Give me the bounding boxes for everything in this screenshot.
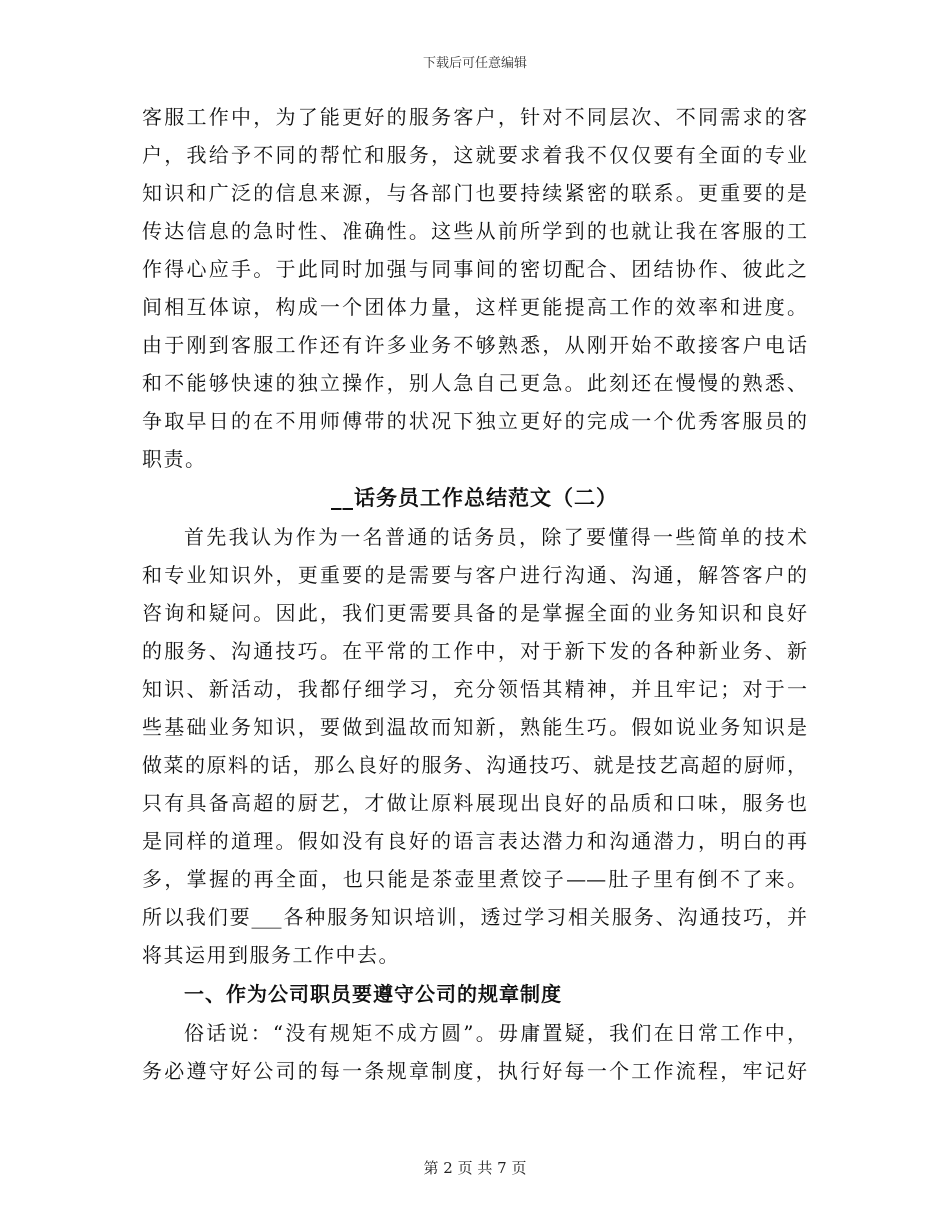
section-heading: __话务员工作总结范文（二） (331, 485, 618, 510)
text-line: 的服务、沟通技巧。在平常的工作中，对于新下发的各种新业务、新 (142, 639, 807, 663)
text-line: 和专业知识外，更重要的是需要与客户进行沟通、沟通，解答客户的 (142, 563, 807, 587)
text-line: 多，掌握的再全面，也只能是茶壶里煮饺子——肚子里有倒不了来。 (142, 867, 807, 891)
text-line: 所以我们要___各种服务知识培训，透过学习相关服务、沟通技巧，并 (142, 905, 807, 929)
text-line: 争取早日的在不用师傅带的状况下独立更好的完成一个优秀客服员的 (142, 409, 807, 433)
text-line: 务必遵守好公司的每一条规章制度，执行好每一个工作流程，牢记好 (142, 1059, 807, 1083)
text-line: 只有具备高超的厨艺，才做让原料展现出良好的品质和口味，服务也 (142, 791, 807, 815)
paragraph-operator-skills (142, 518, 807, 974)
subsection-heading: 一、作为公司职员要遵守公司的规章制度 (184, 982, 562, 1006)
text-line: 俗话说：“没有规矩不成方圆”。毋庸置疑，我们在日常工作中， (184, 1021, 807, 1045)
paragraph-customer-service (142, 98, 807, 478)
page-header-note: 下载后可任意编辑 (422, 56, 527, 71)
text-line: 首先我认为作为一名普通的话务员，除了要懂得一些简单的技术 (184, 525, 807, 549)
text-line: 传达信息的急时性、准确性。这些从前所学到的也就让我在客服的工 (142, 219, 807, 243)
text-line: 是同样的道理。假如没有良好的语言表达潜力和沟通潜力，明白的再 (142, 829, 807, 853)
text-line: 和不能够快速的独立操作，别人急自己更急。此刻还在慢慢的熟悉、 (142, 371, 807, 395)
text-line: 职责。 (142, 447, 207, 471)
text-line: 做菜的原料的话，那么良好的服务、沟通技巧、就是技艺高超的厨师， (142, 753, 807, 777)
text-line: 些基础业务知识，要做到温故而知新，熟能生巧。假如说业务知识是 (142, 715, 807, 739)
paragraph-rules (142, 1014, 807, 1090)
text-line: 户，我给予不同的帮忙和服务，这就要求着我不仅仅要有全面的专业 (142, 143, 807, 167)
text-line: 作得心应手。于此同时加强与同事间的密切配合、团结协作、彼此之 (142, 257, 807, 281)
document-body (142, 98, 807, 1090)
text-line: 客服工作中，为了能更好的服务客户，针对不同层次、不同需求的客 (142, 105, 807, 129)
text-line: 将其运用到服务工作中去。 (142, 943, 400, 967)
text-line: 间相互体谅，构成一个团体力量，这样更能提高工作的效率和进度。 (142, 295, 807, 319)
text-line: 咨询和疑问。因此，我们更需要具备的是掌握全面的业务知识和良好 (142, 601, 807, 625)
page-number: 第 2 页 共 7 页 (423, 1159, 527, 1177)
text-line: 由于刚到客服工作还有许多业务不够熟悉，从刚开始不敢接客户电话 (142, 333, 807, 357)
text-line: 知识和广泛的信息来源，与各部门也要持续紧密的联系。更重要的是 (142, 181, 807, 205)
text-line: 知识、新活动，我都仔细学习，充分领悟其精神，并且牢记；对于一 (142, 677, 807, 701)
